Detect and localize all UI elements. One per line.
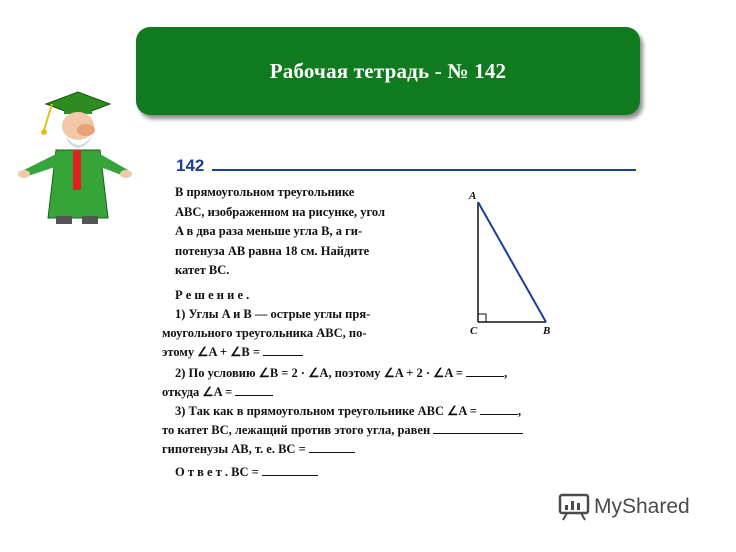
step3-text: гипотенузы AB, т. е. BC = (162, 442, 306, 456)
solution-heading: Р е ш е н и е . (175, 288, 250, 302)
answer-blank[interactable] (263, 343, 303, 356)
step3-line (162, 421, 523, 441)
answer-line (175, 463, 318, 483)
page-title: Рабочая тетрадь - № 142 (269, 58, 507, 83)
step3-text: 3) Так как в прямоугольном треугольнике ABC ∠A = (175, 404, 477, 418)
answer-label: О т в е т . BC = (175, 465, 259, 479)
step1-line: моугольного треугольника ABC, по- (162, 326, 367, 340)
problem-line: ABC, изображенном на рисунке, угол (175, 204, 385, 219)
problem-line: потенуза AB равна 18 см. Найдите (175, 243, 370, 258)
step3-line (175, 402, 521, 422)
step3-text: то катет BC, лежащий против этого угла, равен (162, 423, 431, 437)
brand-name: MyShared (594, 495, 690, 518)
step1-text: этому ∠A + ∠B = (162, 345, 260, 359)
exercise-number: 142 (176, 156, 205, 175)
watermark-logo (558, 493, 690, 521)
vertex-label-a: A (469, 190, 477, 202)
step2-text: 2) По условию ∠B = 2 · ∠A, поэтому ∠A + 2 · ∠A = (175, 366, 463, 380)
step2-comma: , (504, 366, 508, 380)
step2-line (175, 364, 507, 384)
vertex-label-b: B (543, 325, 551, 337)
step2-text: откуда ∠A = (162, 385, 233, 399)
step2-line (162, 383, 273, 403)
step3-line (162, 440, 355, 460)
exercise-divider (212, 169, 636, 171)
problem-line: A в два раза меньше угла B, а ги- (175, 224, 363, 238)
professor-illustration (16, 90, 132, 230)
answer-blank[interactable] (309, 440, 355, 453)
presentation-board-icon (558, 493, 590, 521)
problem-line: катет BC. (175, 263, 230, 277)
answer-blank[interactable] (480, 402, 518, 415)
answer-blank[interactable] (262, 463, 318, 476)
problem-statement (175, 183, 447, 281)
step1-line (162, 343, 303, 363)
step1-line: 1) Углы A и B — острые углы пря- (175, 307, 371, 321)
right-triangle-figure (462, 186, 562, 342)
step3-comma: , (518, 404, 522, 418)
answer-blank[interactable] (235, 383, 273, 396)
answer-blank[interactable] (466, 364, 504, 377)
title-banner (136, 27, 640, 115)
vertex-label-c: C (470, 325, 478, 337)
problem-line: В прямоугольном треугольнике (175, 185, 355, 199)
answer-blank[interactable] (433, 421, 523, 434)
